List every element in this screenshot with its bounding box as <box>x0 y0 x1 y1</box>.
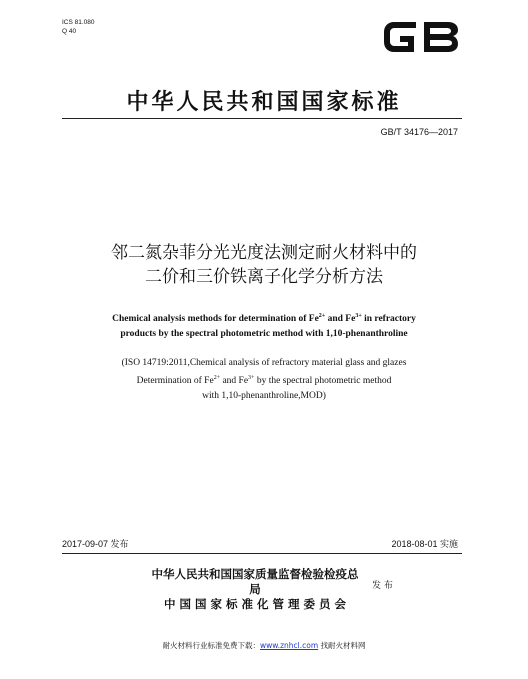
gb-logo-icon <box>380 16 462 58</box>
issuing-authority <box>150 567 360 612</box>
iso-line3: with 1,10-phenanthroline,MOD) <box>202 391 326 402</box>
ccs-code: Q 40 <box>62 28 77 35</box>
footer-note <box>0 640 528 651</box>
footer-divider <box>62 553 462 554</box>
chinese-title-line1: 邻二氮杂菲分光光度法测定耐火材料中的 <box>111 243 417 263</box>
issue-label: 发 布 <box>372 581 393 591</box>
chinese-title <box>0 241 528 289</box>
classification-codes <box>62 18 95 36</box>
english-title-line2: products by the spectral photometric method with 1,10-phenanthroline <box>120 329 408 340</box>
standard-number: GB/T 34176—2017 <box>380 127 458 137</box>
national-standard-title: 中华人民共和国国家标准 <box>126 89 402 115</box>
footer-link[interactable]: www.znhcl.com <box>259 641 319 650</box>
chinese-title-line2: 二价和三价铁离子化学分析方法 <box>145 267 383 287</box>
ics-code: ICS 81.080 <box>62 19 95 26</box>
header-divider <box>62 118 462 119</box>
iso-line2: Determination of $Fe^{2+}$ and $Fe^{3+}$ by the spectral photometric method <box>136 375 392 387</box>
issuer-line1: 中华人民共和国国家质量监督检验检疫总局 <box>151 567 359 596</box>
footer-text: 耐火材料行业标准免费下载： <box>162 641 260 650</box>
implement-date: 2018-08-01 实施 <box>391 539 458 549</box>
english-title <box>0 309 528 342</box>
english-title-line1: Chemical analysis methods for determination of $Fe^{2+}$ and $Fe^{3+}$ in refractory <box>112 313 416 325</box>
publish-date: 2017-09-07 发布 <box>62 539 129 549</box>
iso-reference <box>0 356 528 404</box>
footer-site-name: 找耐火材料网 <box>318 641 366 650</box>
iso-line1: (ISO 14719:2011,Chemical analysis of refractory material glass and glazes <box>121 358 407 368</box>
issuer-line2: 中 国 国 家 标 准 化 管 理 委 员 会 <box>163 597 347 611</box>
